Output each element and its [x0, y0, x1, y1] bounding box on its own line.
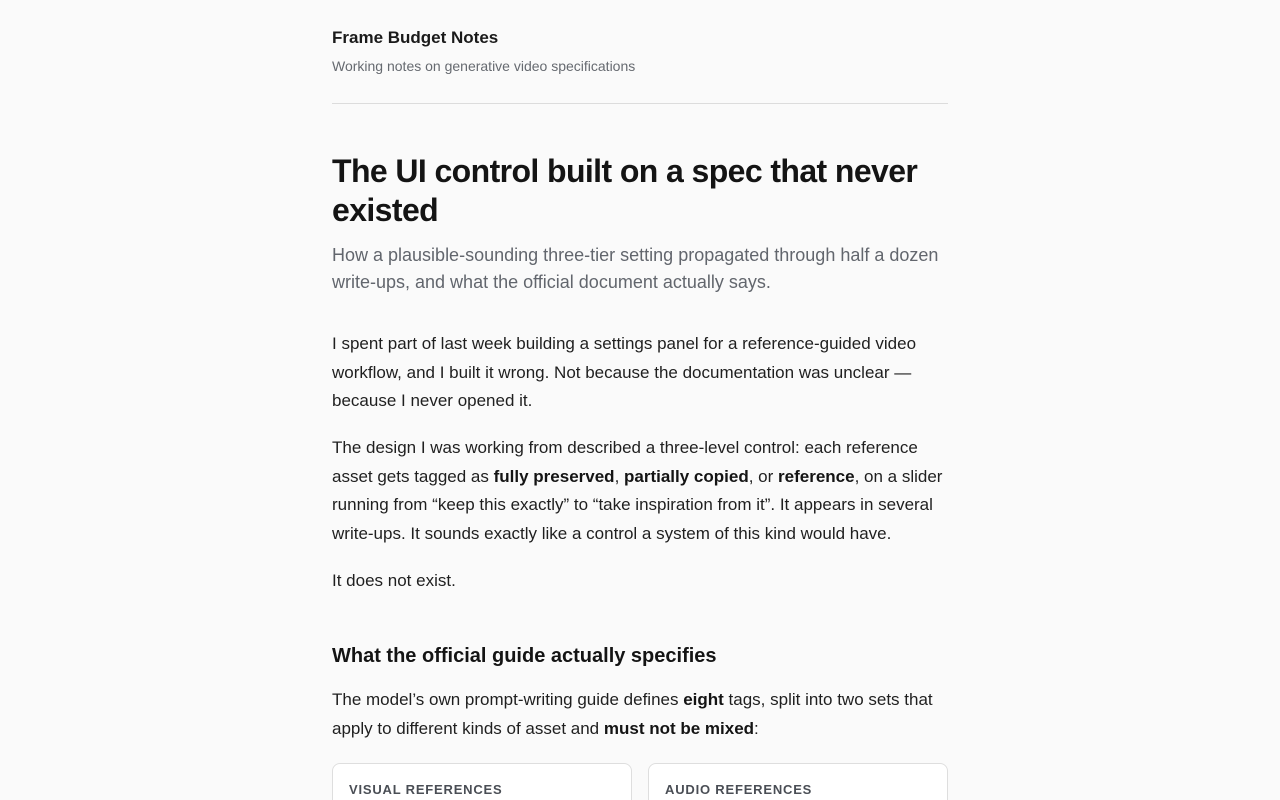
paragraph-tags	[332, 686, 948, 743]
paragraph-intro	[332, 330, 948, 416]
paragraph-design-text-1: The design I was working from described a three-level control: each reference asset gets tagged as	[332, 438, 918, 486]
emphasis-must-not-mix: must not be mixed	[603, 718, 755, 738]
paragraph-design	[332, 434, 948, 548]
site-header	[332, 0, 948, 104]
paragraph-tags-text-1: The model’s own prompt-writing guide defines	[332, 690, 684, 709]
audio-references-title: AUDIO REFERENCES	[665, 782, 813, 797]
article-body	[332, 330, 948, 595]
article	[332, 152, 948, 800]
section-heading: What the official guide actually specifies	[332, 645, 717, 667]
paragraph-tags-text-3: :	[754, 718, 759, 738]
paragraph-conclusion-text: It does not exist.	[332, 570, 456, 590]
visual-references-title: VISUAL REFERENCES	[349, 782, 503, 797]
paragraph-design-text-2: , on a slider running from “keep this exactly” to “take inspiration from it”. It appears in several write-ups. It sounds exactly like a control a system of this kind would have.	[332, 466, 943, 543]
article-subtitle: How a plausible-sounding three-tier setting propagated through half a dozen write-ups, and what the official document actually says.	[332, 245, 939, 292]
paragraph-tags-text-2: tags, split into two sets that apply to different kinds of asset and	[332, 690, 933, 738]
audio-references-card	[648, 763, 948, 800]
section-body	[332, 686, 948, 743]
paragraph-design-sep-1: ,	[614, 466, 625, 486]
tier-reference: reference	[778, 466, 855, 486]
tier-partially-copied: partially copied	[624, 466, 749, 486]
site-tagline: Working notes on generative video specifications	[332, 58, 636, 74]
visual-references-card	[332, 763, 632, 800]
article-title: The UI control built on a spec that never existed	[332, 153, 918, 228]
paragraph-conclusion	[332, 567, 948, 596]
reference-cards	[332, 763, 948, 800]
paragraph-intro-text: I spent part of last week building a settings panel for a reference-guided video workflow, and I built it wrong. Not because the documentation was unclear — because I never opened it.	[332, 334, 917, 410]
emphasis-eight: eight	[683, 690, 724, 709]
paragraph-design-sep-2: , or	[748, 466, 779, 486]
site-title[interactable]: Frame Budget Notes	[332, 28, 499, 47]
page	[332, 0, 948, 800]
tier-fully-preserved: fully preserved	[493, 466, 615, 486]
